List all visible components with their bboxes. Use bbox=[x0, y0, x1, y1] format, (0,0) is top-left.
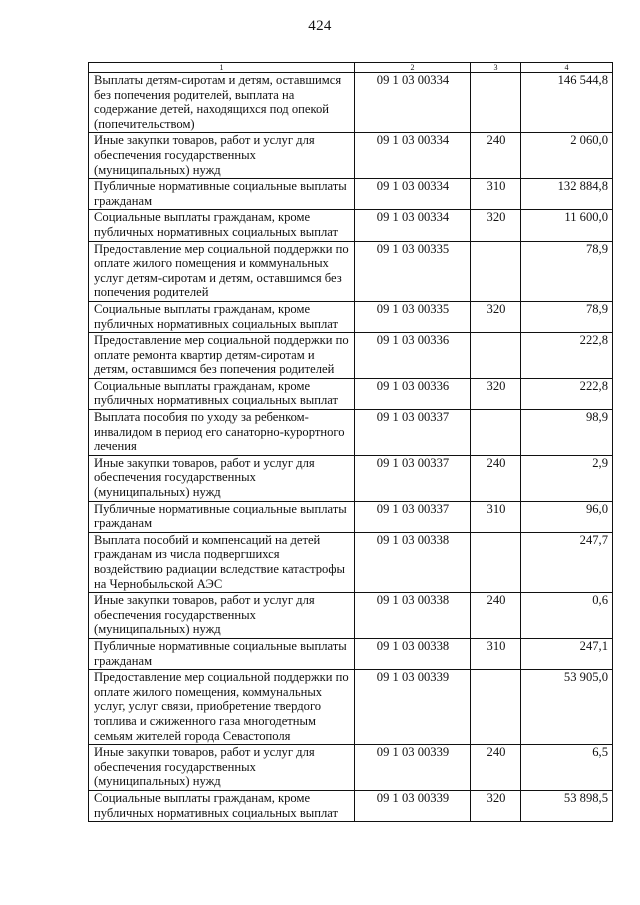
row-description: Социальные выплаты гражданам, кроме публичных нормативных социальных выплат bbox=[89, 790, 355, 821]
table-row bbox=[89, 210, 613, 241]
row-expense-type bbox=[471, 532, 521, 592]
row-target-code: 09 1 03 00336 bbox=[355, 333, 471, 379]
row-expense-type: 310 bbox=[471, 179, 521, 210]
row-expense-type bbox=[471, 410, 521, 456]
row-description: Иные закупки товаров, работ и услуг для обеспечения государственных (муниципальных) нужд bbox=[89, 745, 355, 791]
table-row bbox=[89, 179, 613, 210]
row-description: Публичные нормативные социальные выплаты гражданам bbox=[89, 179, 355, 210]
row-amount: 2 060,0 bbox=[521, 133, 613, 179]
row-target-code: 09 1 03 00339 bbox=[355, 790, 471, 821]
row-amount: 96,0 bbox=[521, 501, 613, 532]
row-description: Публичные нормативные социальные выплаты гражданам bbox=[89, 501, 355, 532]
table-row bbox=[89, 532, 613, 592]
column-number-row bbox=[89, 63, 613, 73]
row-description: Публичные нормативные социальные выплаты гражданам bbox=[89, 638, 355, 669]
row-description: Предоставление мер социальной поддержки по оплате ремонта квартир детям-сиротам и детям, оставшимся без попечения родителей bbox=[89, 333, 355, 379]
row-expense-type: 310 bbox=[471, 638, 521, 669]
page-number: 424 bbox=[308, 18, 332, 34]
row-target-code: 09 1 03 00335 bbox=[355, 301, 471, 332]
row-amount: 98,9 bbox=[521, 410, 613, 456]
row-expense-type: 240 bbox=[471, 133, 521, 179]
row-target-code: 09 1 03 00339 bbox=[355, 745, 471, 791]
table-row bbox=[89, 501, 613, 532]
table-row bbox=[89, 73, 613, 133]
row-target-code: 09 1 03 00338 bbox=[355, 638, 471, 669]
row-target-code: 09 1 03 00337 bbox=[355, 501, 471, 532]
column-number-3: 3 bbox=[471, 63, 521, 73]
row-expense-type bbox=[471, 73, 521, 133]
table-row bbox=[89, 301, 613, 332]
row-description: Выплата пособия по уходу за ребенком-инвалидом в период его санаторно-курортного лечения bbox=[89, 410, 355, 456]
budget-table bbox=[88, 62, 613, 822]
row-expense-type: 240 bbox=[471, 745, 521, 791]
row-target-code: 09 1 03 00334 bbox=[355, 179, 471, 210]
table-body bbox=[89, 73, 613, 822]
row-amount: 78,9 bbox=[521, 301, 613, 332]
row-amount: 247,7 bbox=[521, 532, 613, 592]
row-amount: 247,1 bbox=[521, 638, 613, 669]
row-description: Иные закупки товаров, работ и услуг для обеспечения государственных (муниципальных) нужд bbox=[89, 593, 355, 639]
row-amount: 11 600,0 bbox=[521, 210, 613, 241]
row-target-code: 09 1 03 00337 bbox=[355, 455, 471, 501]
row-expense-type: 320 bbox=[471, 210, 521, 241]
row-description: Социальные выплаты гражданам, кроме публичных нормативных социальных выплат bbox=[89, 210, 355, 241]
table-row bbox=[89, 670, 613, 745]
row-description: Выплата пособий и компенсаций на детей гражданам из числа подвергшихся воздействию радиации вследствие катастрофы на Чернобыльской АЭС bbox=[89, 532, 355, 592]
row-description: Иные закупки товаров, работ и услуг для обеспечения государственных (муниципальных) нужд bbox=[89, 133, 355, 179]
row-expense-type: 320 bbox=[471, 790, 521, 821]
row-target-code: 09 1 03 00337 bbox=[355, 410, 471, 456]
table-row bbox=[89, 378, 613, 409]
row-description: Выплаты детям-сиротам и детям, оставшимся без попечения родителей, выплата на содержание детей, находящихся под опекой (попечительством) bbox=[89, 73, 355, 133]
column-number-4: 4 bbox=[521, 63, 613, 73]
row-target-code: 09 1 03 00334 bbox=[355, 73, 471, 133]
row-amount: 132 884,8 bbox=[521, 179, 613, 210]
table-row bbox=[89, 410, 613, 456]
row-target-code: 09 1 03 00338 bbox=[355, 532, 471, 592]
row-target-code: 09 1 03 00334 bbox=[355, 133, 471, 179]
row-expense-type: 240 bbox=[471, 593, 521, 639]
row-target-code: 09 1 03 00335 bbox=[355, 241, 471, 301]
row-expense-type bbox=[471, 333, 521, 379]
row-target-code: 09 1 03 00339 bbox=[355, 670, 471, 745]
table-row bbox=[89, 133, 613, 179]
table-row bbox=[89, 745, 613, 791]
row-expense-type bbox=[471, 241, 521, 301]
row-amount: 222,8 bbox=[521, 378, 613, 409]
row-expense-type: 310 bbox=[471, 501, 521, 532]
row-expense-type: 240 bbox=[471, 455, 521, 501]
table-row bbox=[89, 593, 613, 639]
row-amount: 53 898,5 bbox=[521, 790, 613, 821]
row-description: Социальные выплаты гражданам, кроме публичных нормативных социальных выплат bbox=[89, 301, 355, 332]
row-amount: 0,6 bbox=[521, 593, 613, 639]
table-row bbox=[89, 638, 613, 669]
table-row bbox=[89, 790, 613, 821]
row-target-code: 09 1 03 00338 bbox=[355, 593, 471, 639]
table-row bbox=[89, 241, 613, 301]
row-expense-type: 320 bbox=[471, 378, 521, 409]
row-expense-type: 320 bbox=[471, 301, 521, 332]
table-row bbox=[89, 455, 613, 501]
table-row bbox=[89, 333, 613, 379]
row-expense-type bbox=[471, 670, 521, 745]
row-description: Иные закупки товаров, работ и услуг для обеспечения государственных (муниципальных) нужд bbox=[89, 455, 355, 501]
column-number-1: 1 bbox=[89, 63, 355, 73]
row-amount: 2,9 bbox=[521, 455, 613, 501]
row-description: Предоставление мер социальной поддержки по оплате жилого помещения, коммунальных услуг, услуг связи, приобретение твердого топлива и сжиженного газа многодетным семьям жителей города Севастополя bbox=[89, 670, 355, 745]
column-number-2: 2 bbox=[355, 63, 471, 73]
row-amount: 6,5 bbox=[521, 745, 613, 791]
row-description: Социальные выплаты гражданам, кроме публичных нормативных социальных выплат bbox=[89, 378, 355, 409]
row-amount: 78,9 bbox=[521, 241, 613, 301]
row-amount: 146 544,8 bbox=[521, 73, 613, 133]
row-amount: 53 905,0 bbox=[521, 670, 613, 745]
row-target-code: 09 1 03 00336 bbox=[355, 378, 471, 409]
row-target-code: 09 1 03 00334 bbox=[355, 210, 471, 241]
row-description: Предоставление мер социальной поддержки по оплате жилого помещения и коммунальных услуг детям-сиротам и детям, оставшимся без попечения родителей bbox=[89, 241, 355, 301]
row-amount: 222,8 bbox=[521, 333, 613, 379]
